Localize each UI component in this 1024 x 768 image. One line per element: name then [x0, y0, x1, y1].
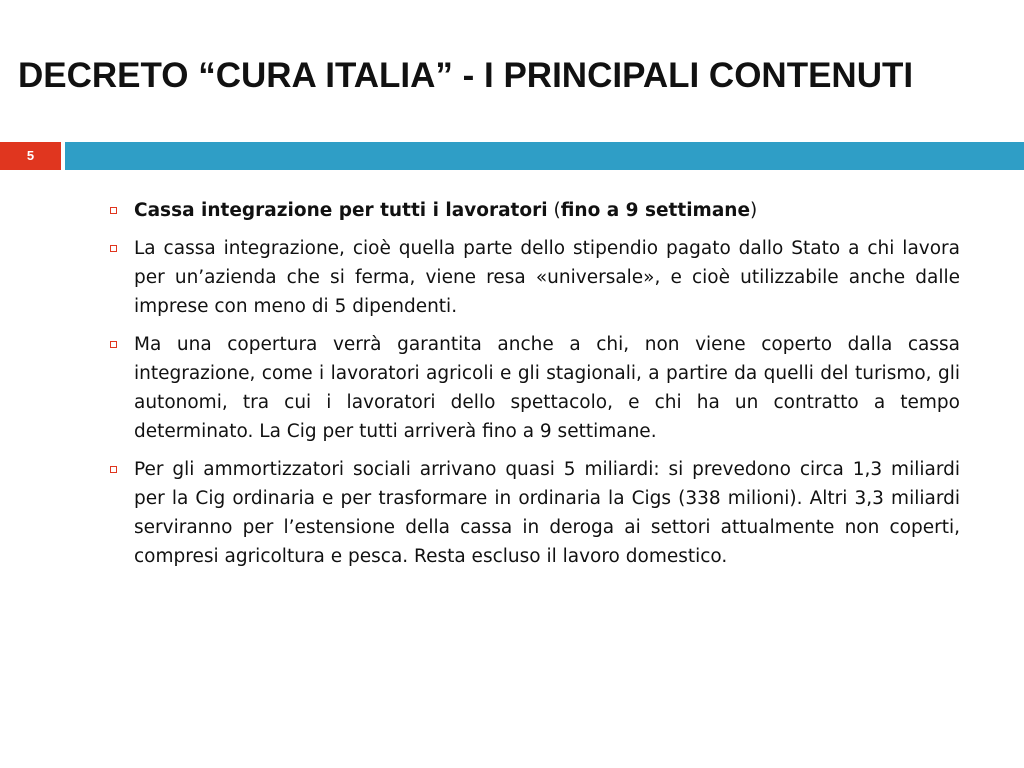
slide-title: DECRETO “CURA ITALIA” - I PRINCIPALI CONTENUTI — [18, 56, 914, 95]
slide-number: 5 — [26, 148, 35, 163]
bullet-heading-duration: fino a 9 settimane — [560, 200, 751, 221]
bullet-item — [108, 455, 960, 571]
bullet-text: Ma una copertura verrà garantita anche a chi, non viene coperto dalla cassa integrazione, come i lavoratori agricoli e gli stagionali, a partire da quelli del turismo, gli autonomi, tra cui i lavoratori dello spettacolo, e chi ha un contratto a tempo determinato. La Cig per tutti arriverà fino a 9 settimane. — [134, 334, 960, 442]
bullet-heading: Cassa integrazione per tutti i lavoratori — [134, 200, 548, 221]
square-bullet-icon — [110, 466, 117, 473]
bullet-heading-paren: ( — [547, 200, 561, 221]
header-accent-bar — [65, 142, 1024, 170]
bullet-item — [108, 330, 960, 446]
square-bullet-icon — [110, 341, 117, 348]
bullet-text: Per gli ammortizzatori sociali arrivano quasi 5 miliardi: si prevedono circa 1,3 miliardi per la Cig ordinaria e per trasformare in ordinaria la Cigs (338 milioni). Altri 3,3 miliardi serviranno per l’estensione della cassa in deroga ai settori attualmente non coperti, compresi agricoltura e pesca. Resta escluso il lavoro domestico. — [134, 459, 960, 567]
bullet-text: La cassa integrazione, cioè quella parte dello stipendio pagato dallo Stato a chi lavora per un’azienda che si ferma, viene resa «universale», e cioè utilizzabile anche dalle imprese con meno di 5 dipendenti. — [134, 238, 960, 317]
bullet-item — [108, 196, 960, 225]
bullet-list — [108, 196, 960, 580]
square-bullet-icon — [110, 207, 117, 214]
bullet-item — [108, 234, 960, 321]
bullet-heading-tail: ) — [750, 200, 758, 221]
square-bullet-icon — [110, 245, 117, 252]
